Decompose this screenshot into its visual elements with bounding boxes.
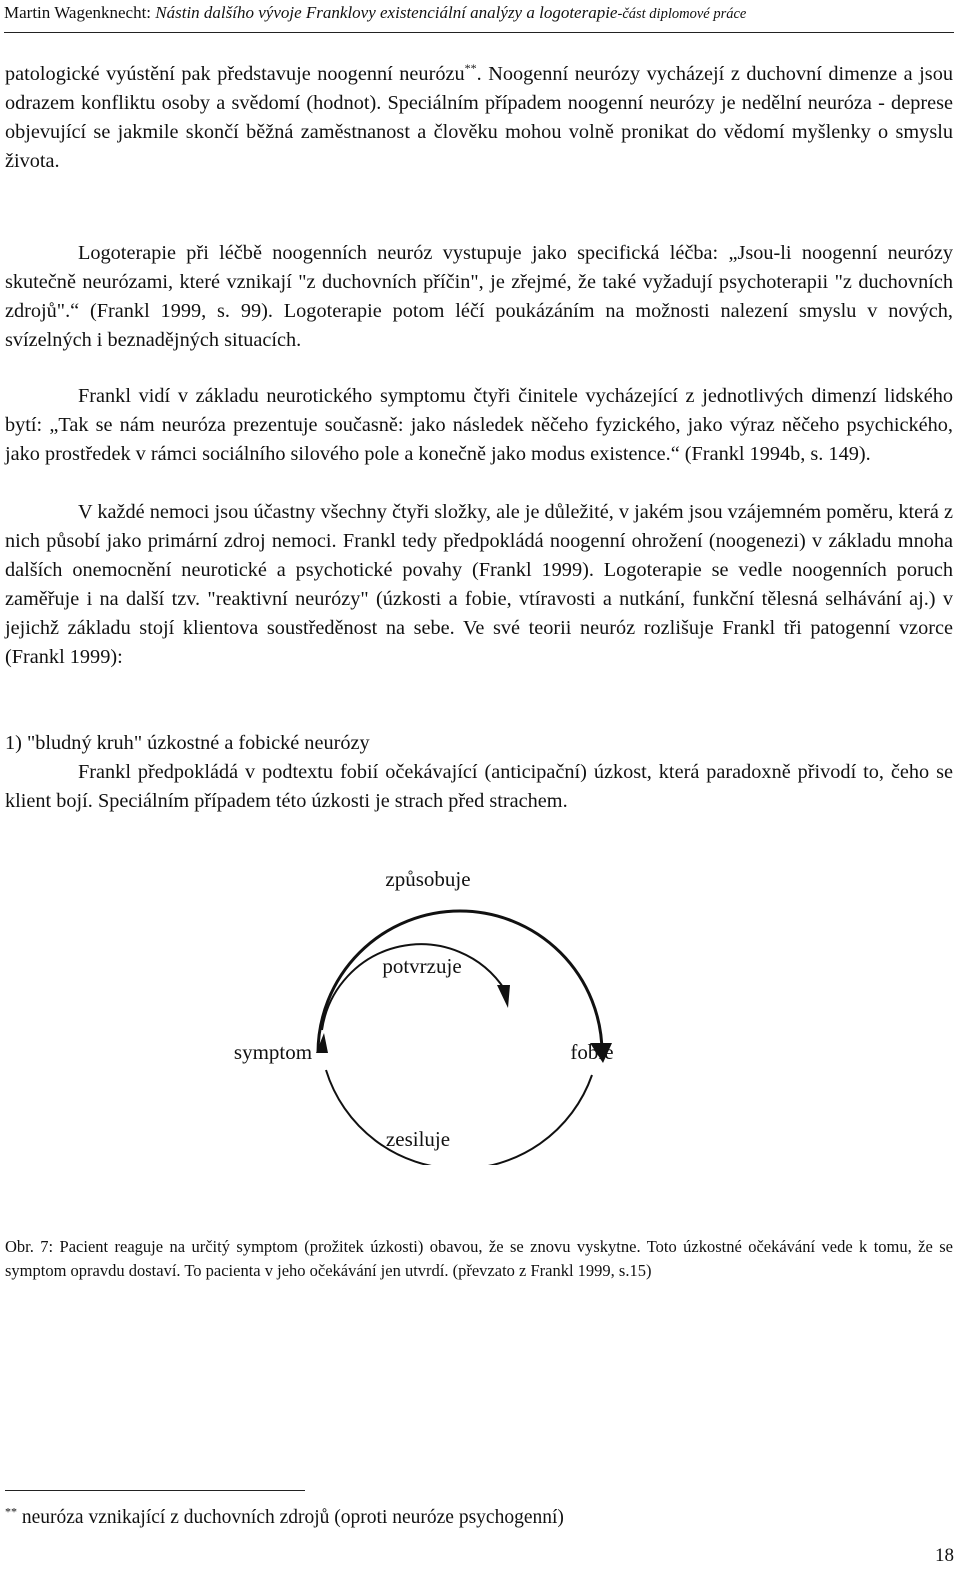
footnote-divider	[5, 1490, 305, 1491]
label-causes: způsobuje	[385, 867, 471, 891]
inner-arc-arrowhead	[497, 985, 510, 1008]
page-number: 18	[935, 1545, 954, 1566]
label-confirms: potvrzuje	[382, 954, 462, 978]
paragraph-4: V každé nemoci jsou účastny všechny čtyři složky, ale je důležité, v jakém jsou vzájemném poměru, která z nich působí jako primární zdroj nemoci. Frankl tedy předpokládá noogenní ohrožení (noogenezi) v základu mnoha dalších onemocnění neurotické a psychotické povahy (Frankl 1999). Logoterapie se vedle noogenních poruch zaměřuje i na další tzv. "reaktivní neurózy" (úzkosti a fobie, vtíravosti a nutkání, funkční tělesná selhávání aj.) v jejichž základu stojí klientova soustředěnost na sebe. Ve své teorii neuróz rozlišuje Frankl tři patogenní vzorce (Frankl 1999):	[5, 501, 953, 668]
header-suffix: -část diplomové práce	[617, 6, 747, 22]
paragraph-3: Frankl vidí v základu neurotického symptomu čtyři činitele vycházející z jednotlivých dimenzí lidského bytí: „Tak se nám neuróza prezentuje současně: jako následek něčeho fyzického, jako výraz něčeho psychického, jako prostředek v rámci sociálního silového pole a konečně jako modus existence.“ (Frankl 1994b, s. 149).	[5, 385, 953, 465]
list-item-1: 1) "bludný kruh" úzkostné a fobické neurózy	[5, 732, 370, 754]
paragraph-1-rest: . Noogenní neurózy vycházejí z duchovní dimenze a jsou odrazem konfliktu osoby a svědomí (hodnot). Speciálním případem noogenní neurózy je nedělní neuróza - deprese objevující se jakmile skončí běžná zaměstnanost a člověku mohou volně pronikat do vědomí myšlenky o smyslu života.	[5, 63, 953, 172]
outer-arc-causes	[318, 911, 602, 1053]
header-author: Martin Wagenknecht:	[4, 3, 152, 22]
paragraph-2: Logoterapie při léčbě noogenních neuróz vystupuje jako specifická léčba: „Jsou-li noogenní neurózy skutečně neurózami, které vznikají "z duchovních příčin", je zřejmé, že také vyžadují psychoterapii "z duchovních zdrojů".“ (Frankl 1999, s. 99). Logoterapie potom léčí poukázáním na možnosti nalezení smyslu v nových, svízelných i beznadějných situacích.	[5, 242, 953, 351]
label-symptom: symptom	[233, 1040, 313, 1064]
paragraph-5: Frankl předpokládá v podtextu fobií očekávající (anticipační) úzkost, která paradoxně přivodí to, čeho se klient bojí. Speciálním případem této úzkosti je strach před strachem.	[5, 761, 953, 812]
running-header	[4, 2, 954, 33]
bottom-arc-intensifies	[326, 1070, 592, 1165]
footnote-text: neuróza vznikající z duchovních zdrojů (oproti neuróze psychogenní)	[17, 1507, 564, 1528]
paragraph-1	[5, 60, 953, 176]
footnote-reference: **	[464, 61, 477, 76]
figure-caption: Obr. 7: Pacient reaguje na určitý symptom (prožitek úzkosti) obavou, že se znovu vyskytne. Toto úzkostné očekávání vede k tomu, že se symptom opravdu dostaví. To pacienta v jeho očekávání jen utvrdí. (převzato z Frankl 1999, s.15)	[5, 1237, 953, 1280]
footnote	[5, 1505, 564, 1531]
footnote-mark: **	[5, 1504, 17, 1519]
vicious-circle-diagram	[0, 855, 960, 1165]
label-phobia: fobie	[570, 1040, 614, 1064]
header-title: Nástin dalšího vývoje Franklovy existenciální analýzy a logoterapie	[155, 3, 618, 22]
paragraph-1-start: patologické vyústění pak představuje noogenní neurózu	[5, 63, 465, 85]
label-intensifies: zesiluje	[385, 1127, 451, 1151]
